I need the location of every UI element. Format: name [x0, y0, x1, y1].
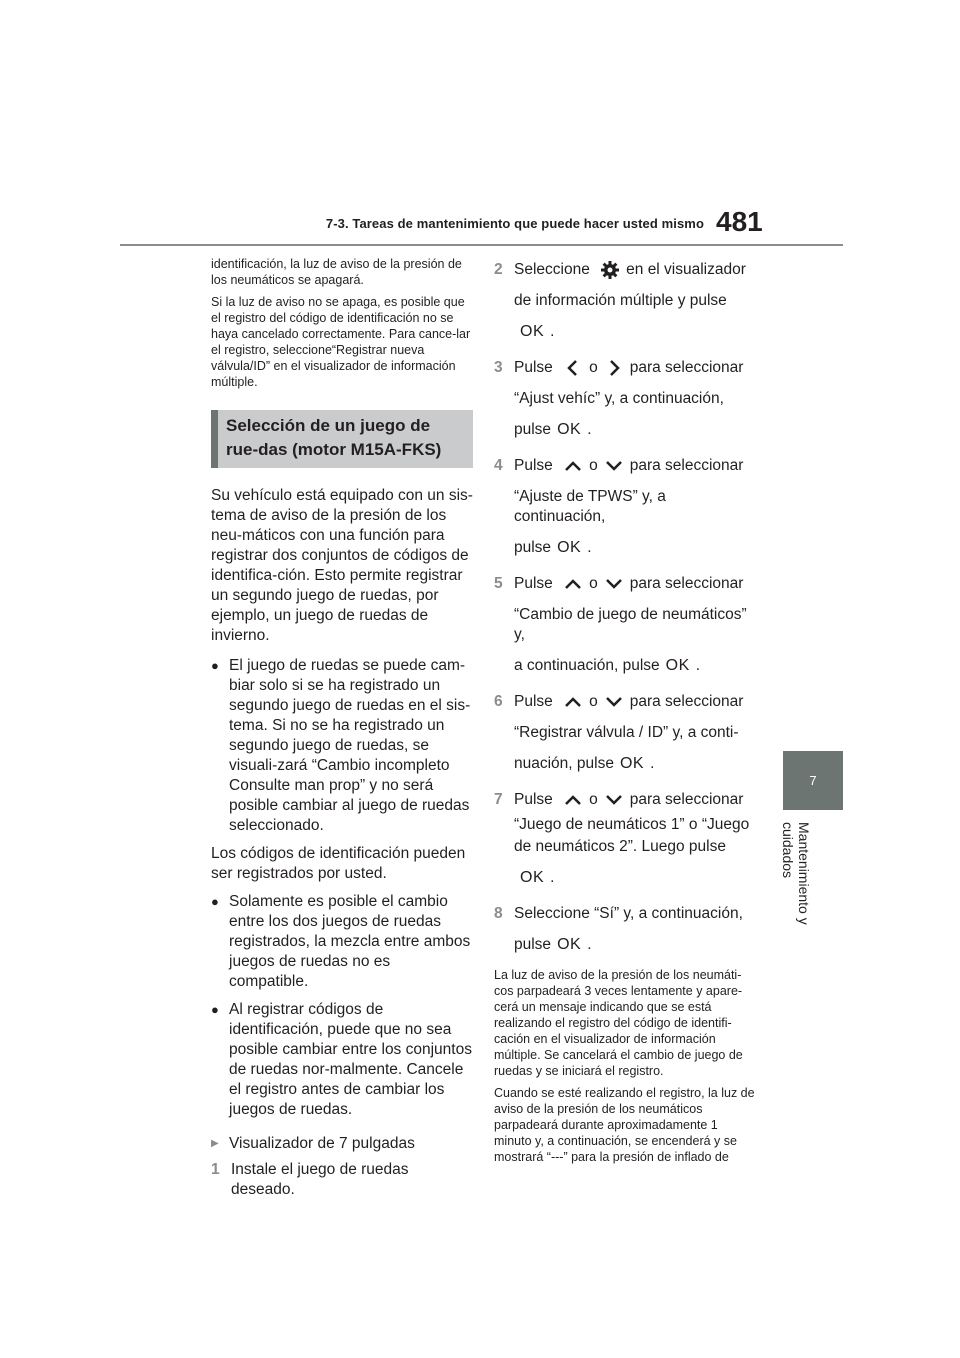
chevron-up-icon	[561, 790, 585, 810]
chevron-right-icon	[602, 358, 626, 378]
ok-icon: OK	[520, 323, 545, 341]
ok-icon: OK	[557, 421, 582, 439]
page-number: 481	[716, 206, 763, 237]
right-column	[494, 260, 756, 1165]
gear-icon	[600, 260, 620, 280]
ok-icon: OK	[665, 657, 690, 675]
bullet-icon: ●	[211, 894, 219, 909]
triangle-right-icon: ▶	[211, 1138, 219, 1149]
step-item: 5 Pulse o para seleccionar “Cambio de juego de neumáticos” y, a continuación, pulse OK .	[494, 575, 747, 675]
chapter-tab: 7	[783, 751, 843, 810]
bullet-icon: ●	[211, 658, 219, 673]
subsection-label: ▶ Visualizador de 7 pulgadas	[211, 1135, 415, 1152]
step-item: 1 Instale el juego de ruedas deseado.	[211, 1161, 409, 1198]
chevron-left-icon	[561, 358, 585, 378]
note-paragraph: identificación, la luz de aviso de la presión de los neumáticos se apagará.	[211, 257, 462, 287]
note-paragraph: Cuando se esté realizando el registro, la luz de aviso de la presión de los neumáticos parpadeará durante aproximadamente 1 minuto y, a continuación, se encenderá y se mostrará “---” para la presión de inflado de	[494, 1085, 755, 1164]
section-header: 7-3. Tareas de mantenimiento que puede hacer usted mismo	[325, 216, 704, 231]
list-item: ● El juego de ruedas se puede cam-biar solo si se ha registrado un segundo juego de ruedas en el sis-tema. Si no se ha registrado un segundo juego de ruedas, se visuali-zará “Cambio incompleto Consulte man prop” y no será posible cambiar al juego de ruedas seleccionado.	[211, 657, 471, 834]
chevron-down-icon	[602, 692, 626, 712]
step-item: 7 Pulse o para seleccionar “Juego de neumáticos 1” o “Juego de neumáticos 2”. Luego pulse OK .	[494, 791, 750, 886]
list-item: ● Al registrar códigos de identificación, puede que no sea posible cambiar entre los conjuntos de ruedas nor-malmente. Cancele el registro antes de cambiar los juegos de ruedas.	[211, 1001, 472, 1118]
chevron-down-icon	[602, 790, 626, 810]
ok-icon: OK	[520, 868, 545, 886]
step-item: 2 Seleccione en el visualizador de información múltiple y pulse OK .	[494, 261, 746, 341]
left-column	[211, 256, 473, 1200]
step-item: 3 Pulse o para seleccionar “Ajust vehíc” y, a continuación, pulse OK .	[494, 359, 744, 439]
chevron-down-icon	[602, 456, 626, 476]
ok-icon: OK	[557, 935, 582, 953]
body-paragraph: Su vehículo está equipado con un sis-tema de aviso de la presión de los neu-máticos con una función para registrar dos conjuntos de códigos de identifica-ción. Esto permite registrar un segundo juego de ruedas, por ejemplo, un juego de ruedas de invierno.	[211, 487, 473, 644]
step-item: 4 Pulse o para seleccionar “Ajuste de TPWS” y, a continuación, pulse OK .	[494, 457, 744, 557]
chapter-title: Mantenimiento y cuidados	[780, 822, 812, 925]
header-rule	[120, 244, 843, 246]
chevron-up-icon	[561, 692, 585, 712]
bullet-icon: ●	[211, 1002, 219, 1017]
step-item: 8 Seleccione “Sí” y, a continuación, pulse OK .	[494, 904, 743, 953]
step-item: 6 Pulse o para seleccionar “Registrar válvula / ID” y, a conti- nuación, pulse OK .	[494, 693, 744, 773]
note-paragraph: La luz de aviso de la presión de los neumáti-cos parpadeará 3 veces lentamente y apare-cerá un mensaje indicando que se está realizando el registro del código de identifi-cación en el visualizador de información múltiple. Se cancelará el cambio de juego de ruedas y se iniciará el registro.	[494, 967, 743, 1078]
ok-icon: OK	[557, 539, 582, 557]
section-heading: Selección de un juego de rue-das (motor M15A-FKS)	[211, 410, 473, 468]
note-paragraph: Si la luz de aviso no se apaga, es posible que el registro del código de identificación no se haya cancelado correctamente. Para cance-lar el registro, seleccione“Registrar nueva válvula/ID” en el visualizador de información múltiple.	[211, 295, 471, 389]
chevron-down-icon	[602, 574, 626, 594]
body-paragraph: Los códigos de identificación pueden ser registrados por usted.	[211, 845, 466, 882]
chevron-up-icon	[561, 456, 585, 476]
chevron-up-icon	[561, 574, 585, 594]
ok-icon: OK	[619, 755, 645, 773]
list-item: ● Solamente es posible el cambio entre los dos juegos de ruedas registrados, la mezcla entre ambos juegos de ruedas no es compatible.	[211, 893, 471, 990]
